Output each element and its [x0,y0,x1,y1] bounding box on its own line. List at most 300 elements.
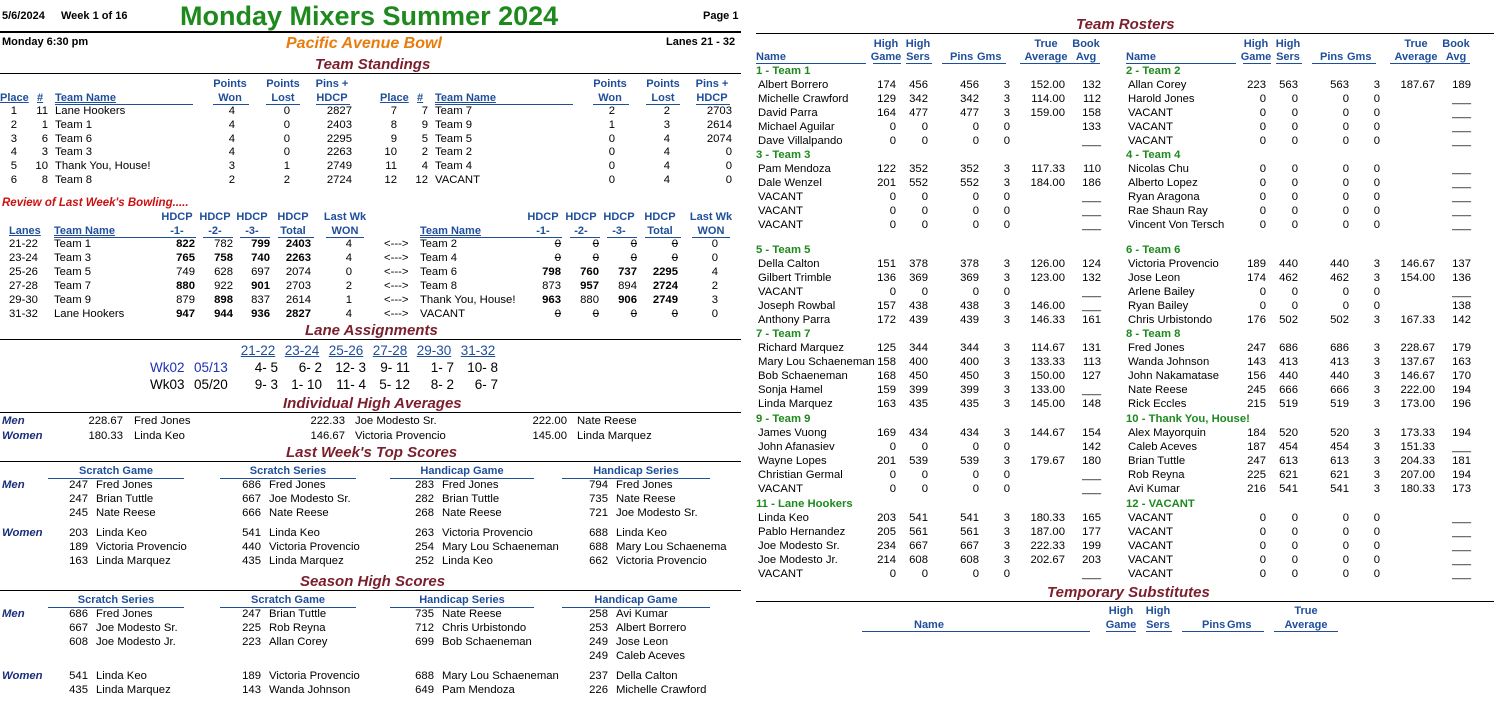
review-team-left: Team 7 [54,279,92,292]
standing-place: 4 [10,146,17,159]
lane-pair-header: 23-24 [284,343,320,358]
roster-high-series: 686 [1279,342,1298,354]
roster-true-average: 150.00 [1030,370,1065,382]
col-header: Game [1105,619,1137,631]
roster-high-game: 174 [1247,272,1266,284]
lane-pair-header: 27-28 [372,343,408,358]
roster-pins: 0 [1342,300,1349,312]
standing-points-lost: 4 [663,174,670,186]
roster-high-game: 0 [1259,107,1266,119]
roster-high-game: 163 [877,398,896,410]
roster-high-series: 477 [909,107,928,119]
review-score-left: 898 [214,293,233,306]
roster-book-average: ___ [1082,568,1101,580]
review-lanes: 21-22 [9,238,38,250]
col-header: Last Wk [323,211,367,223]
bowler-name: Victoria Provencio [96,541,187,553]
roster-book-average: 110 [1082,163,1101,175]
standing-team-name: VACANT [435,174,480,186]
bowler-name: Joe Modesto Jr. [96,636,176,648]
standing-team-name: Team 6 [55,132,93,145]
roster-true-average: 187.67 [1400,79,1435,91]
roster-games: 3 [1003,356,1010,368]
review-vs-arrow: <---> [384,238,409,250]
roster-book-average: ___ [1082,219,1101,231]
col-header: True [1294,605,1318,617]
roster-high-game: 0 [1259,135,1266,147]
review-score-right: 0 [671,238,678,250]
roster-high-series: 438 [909,300,928,312]
roster-high-series: 0 [1291,191,1298,203]
bowler-name: Mary Lou Schaenema [616,541,727,553]
score-value: 163 [69,555,88,567]
roster-games: 3 [1373,342,1380,354]
roster-book-average: 136 [1452,272,1471,284]
standings-title: Team Standings [315,56,431,73]
col-header-team: Team Name [54,225,115,237]
roster-high-game: 129 [877,93,896,105]
col-header: HDCP [603,211,635,223]
roster-high-game: 215 [1247,398,1266,410]
roster-high-series: 344 [909,342,928,354]
roster-bowler-name: Jose Leon [1128,272,1181,284]
roster-games: 3 [1373,272,1380,284]
standing-points-lost: 4 [663,160,670,173]
roster-high-game: 0 [889,286,896,298]
standing-points-won: 1 [608,118,615,131]
roster-high-game: 172 [877,314,896,326]
matchup: 4- 5 [254,360,278,375]
roster-pins: 686 [1330,342,1349,354]
roster-high-series: 342 [909,93,928,105]
team-roster-title: 7 - Team 7 [756,328,811,340]
roster-games: 3 [1373,258,1380,270]
score-value: 649 [415,684,434,696]
roster-pins: 0 [972,286,979,298]
roster-games: 3 [1003,314,1010,326]
bowler-name: Fred Jones [269,479,326,491]
score-value: 143 [242,684,261,696]
roster-high-game: 0 [889,568,896,580]
score-value: 249 [589,650,608,662]
standing-points-lost: 4 [663,132,670,145]
review-won-left: 4 [345,238,352,250]
roster-true-average: 146.67 [1400,258,1435,270]
roster-bowler-name: Wanda Johnson [1128,356,1210,368]
roster-book-average: ___ [1452,540,1471,552]
standing-points-won: 3 [228,160,235,173]
roster-high-series: 0 [1291,205,1298,217]
underline-rule [1072,63,1100,64]
roster-high-series: 666 [1279,384,1298,396]
matchup: 12- 3 [335,360,366,375]
roster-high-series: 435 [909,398,928,410]
bowler-name: Nate Reese [442,608,502,620]
review-score-left: 2614 [285,293,311,306]
review-team-left: Team 1 [54,238,92,250]
score-value: 440 [242,541,261,553]
score-value: 252 [415,555,434,567]
review-won-right: 3 [711,293,718,306]
roster-games: 3 [1003,107,1010,119]
roster-pins: 0 [972,483,979,495]
roster-book-average: 186 [1082,177,1101,189]
roster-pins: 0 [972,135,979,147]
bowler-name: Linda Keo [442,555,493,567]
roster-book-average: 199 [1082,540,1101,552]
roster-high-series: 0 [1291,526,1298,538]
score-value: 225 [242,622,261,634]
roster-high-game: 0 [889,135,896,147]
roster-bowler-name: Michael Aguilar [758,121,835,133]
roster-high-game: 0 [1259,286,1266,298]
col-header: Points [593,78,627,90]
review-won-left: 1 [345,293,352,306]
review-score-left: 2827 [285,307,311,320]
roster-games: 3 [1003,540,1010,552]
average-value: 145.00 [532,430,567,442]
roster-bowler-name: Joseph Rowbal [758,300,836,312]
col-header-num: # [417,92,424,104]
review-score-left: 837 [251,293,270,306]
roster-high-series: 0 [921,135,928,147]
roster-true-average: 152.00 [1030,79,1065,91]
roster-pins: 0 [972,121,979,133]
score-category-header: Handicap Series [593,465,679,477]
score-value: 541 [242,527,261,539]
review-score-left: 628 [214,265,233,278]
review-score-right: 2724 [652,279,678,292]
roster-pins: 439 [960,314,979,326]
roster-book-average: 138 [1452,300,1471,312]
standing-place: 1 [10,105,17,117]
standing-place: 6 [10,174,17,186]
page-number: Page 1 [703,10,739,22]
review-score-right: 0 [554,307,561,320]
roster-bowler-name: Linda Keo [758,512,809,524]
week-date: 05/13 [194,360,228,375]
review-won-left: 0 [345,265,352,278]
roster-pins: 519 [1330,398,1349,410]
standing-team-name: Team 2 [435,146,473,159]
review-vs-arrow: <---> [384,265,409,278]
roster-high-game: 205 [877,526,896,538]
roster-high-game: 0 [889,219,896,231]
roster-book-average: 163 [1452,356,1471,368]
col-header: -3- [245,225,259,237]
roster-bowler-name: Alex Mayorquin [1128,427,1206,439]
roster-book-average: 142 [1452,314,1471,326]
roster-high-game: 0 [1259,554,1266,566]
col-header-num: # [37,92,44,104]
roster-book-average: 181 [1452,455,1471,467]
bowler-name: Bob Schaeneman [442,636,532,648]
standing-pins: 2827 [326,105,352,117]
roster-high-game: 0 [1259,121,1266,133]
bowler-name: Fred Jones [616,479,673,491]
roster-high-game: 0 [1259,568,1266,580]
roster-high-game: 0 [889,483,896,495]
roster-high-series: 541 [1279,483,1298,495]
roster-high-game: 125 [877,342,896,354]
review-lanes: 29-30 [9,293,38,306]
roster-high-game: 214 [877,554,896,566]
roster-pins: 0 [1342,163,1349,175]
standing-place: 5 [10,160,17,173]
roster-bowler-name: Richard Marquez [758,342,845,354]
standing-pins: 2749 [326,160,352,173]
roster-bowler-name: Chris Urbistondo [1128,314,1213,326]
standing-points-won: 4 [228,105,235,117]
roster-book-average: 133 [1082,121,1101,133]
score-value: 189 [242,670,261,682]
standing-points-lost: 0 [283,146,290,159]
roster-bowler-name: Ryan Bailey [1128,300,1189,312]
roster-bowler-name: Vincent Von Tersch [1128,219,1225,231]
lane-pair-header: 31-32 [460,343,496,358]
standing-team-name: Thank You, House! [55,160,151,173]
col-header: High [1275,38,1301,50]
roster-high-game: 189 [1247,258,1266,270]
roster-pins: 0 [972,441,979,453]
bowler-name: Brian Tuttle [269,608,327,620]
roster-pins: 667 [960,540,979,552]
roster-high-game: 187 [1247,441,1266,453]
review-team-left: Team 3 [54,251,92,264]
underline-rule [1312,63,1376,64]
score-value: 666 [242,507,261,519]
standing-points-lost: 1 [283,160,290,173]
bowler-name: Brian Tuttle [442,493,500,505]
roster-book-average: ___ [1452,441,1471,453]
col-header-pins: Pins [1320,51,1344,63]
roster-pins: 450 [960,370,979,382]
col-header: HDCP [696,92,728,104]
col-header-place: Place [0,92,29,104]
roster-games: 3 [1003,554,1010,566]
roster-games: 3 [1373,469,1380,481]
standing-team-name: Team 7 [435,105,473,117]
bowler-name: Mary Lou Schaeneman [442,541,559,553]
roster-true-average: 222.33 [1030,540,1065,552]
review-score-left: 782 [214,238,233,250]
roster-games: 3 [1003,79,1010,91]
roster-bowler-name: Dale Wenzel [758,177,822,189]
col-header-name: Name [914,619,944,631]
standing-team-number: 10 [35,160,48,173]
top-scores-title: Last Week's Top Scores [286,444,458,461]
roster-games: 3 [1373,384,1380,396]
review-lanes: 25-26 [9,265,38,278]
col-header: Sers [1276,51,1300,63]
col-header: Won [218,92,242,104]
review-lanes: 23-24 [9,251,38,264]
roster-high-game: 0 [1259,540,1266,552]
roster-high-game: 0 [889,205,896,217]
roster-pins: 0 [1342,526,1349,538]
underline-rule [1274,631,1338,632]
week-date: 05/20 [194,376,228,392]
bowler-name: Nate Reese [442,507,502,519]
review-score-left: 2263 [285,251,311,264]
matchup: 1- 7 [430,360,454,375]
bowler-name: Wanda Johnson [269,684,351,696]
roster-book-average: 132 [1082,79,1101,91]
standing-points-won: 4 [228,146,235,159]
score-category-header: Scratch Game [251,594,325,606]
bowler-name: Victoria Provencio [442,527,533,539]
team-roster-title: 8 - Team 8 [1126,328,1181,340]
review-score-left: 2403 [285,238,311,250]
review-score-left: 880 [176,279,195,292]
roster-high-series: 0 [1291,121,1298,133]
roster-bowler-name: Fred Jones [1128,342,1185,354]
review-team-right: Team 2 [420,238,458,250]
matchup: 9- 11 [380,360,410,375]
roster-high-game: 0 [1259,512,1266,524]
roster-book-average: 142 [1082,441,1101,453]
col-header: Avg [1445,51,1467,63]
review-score-right: 0 [671,251,678,264]
col-header-pins: Pins [950,51,974,63]
roster-games: 3 [1373,356,1380,368]
col-header-name: Name [1126,51,1156,63]
bowler-name: Victoria Provencio [269,541,360,553]
standing-team-number: 7 [421,105,428,117]
col-header: -1- [170,225,184,237]
review-team-left: Team 5 [54,265,92,278]
roster-high-series: 0 [921,469,928,481]
roster-high-series: 456 [909,79,928,91]
roster-true-average: 187.00 [1030,526,1065,538]
review-score-right: 760 [580,265,599,278]
roster-games: 3 [1003,455,1010,467]
roster-pins: 0 [972,568,979,580]
matchup: 9- 3 [254,376,278,392]
roster-book-average: 189 [1452,79,1471,91]
score-value: 254 [415,541,434,553]
men-label: Men [2,479,25,491]
roster-bowler-name: Nicolas Chu [1128,163,1189,175]
roster-book-average: 154 [1082,427,1101,439]
standing-points-won: 4 [228,132,235,145]
roster-pins: 0 [1342,512,1349,524]
review-team-left: Lane Hookers [54,307,125,320]
roster-high-game: 225 [1247,469,1266,481]
roster-book-average: 194 [1452,427,1471,439]
score-category-header: Handicap Game [420,465,504,477]
roster-book-average: ___ [1452,512,1471,524]
score-value: 662 [589,555,608,567]
standing-team-number: 4 [421,160,428,173]
review-score-left: 740 [251,251,270,264]
score-category-header: Scratch Series [249,465,327,477]
roster-true-average: 207.00 [1400,469,1435,481]
roster-true-average: 146.00 [1030,300,1065,312]
day-time: Monday 6:30 pm [2,36,89,48]
bowler-name: Linda Keo [96,670,147,682]
roster-high-game: 151 [877,258,896,270]
standing-team-number: 8 [41,174,48,186]
roster-pins: 608 [960,554,979,566]
roster-bowler-name: Mary Lou Schaeneman [758,356,875,368]
roster-high-game: 169 [877,427,896,439]
underline-rule [1146,631,1172,632]
underline-rule [1020,63,1072,64]
review-score-right: 894 [618,279,637,292]
bowler-name: Allan Corey [269,636,328,648]
review-score-right: 0 [554,251,561,264]
roster-high-series: 0 [921,191,928,203]
roster-bowler-name: Joe Modesto Sr. [758,540,840,552]
report-date: 5/6/2024 [2,10,45,22]
underline-rule [873,63,901,64]
bowler-name: Nate Reese [616,493,676,505]
roster-games: 3 [1003,177,1010,189]
col-header: HDCP [277,211,309,223]
standing-place: 11 [385,160,397,173]
roster-book-average: ___ [1082,205,1101,217]
underline-rule [862,631,1090,632]
score-value: 253 [589,622,608,634]
score-value: 245 [69,507,88,519]
score-value: 435 [242,555,261,567]
col-header: Won [598,92,622,104]
review-won-right: 0 [711,251,718,264]
roster-book-average: ___ [1082,384,1101,396]
roster-bowler-name: Albert Borrero [758,79,829,91]
roster-bowler-name: James Vuong [758,427,827,439]
review-score-right: 2295 [652,265,678,278]
roster-bowler-name: Pam Mendoza [758,163,831,175]
lanes-range: Lanes 21 - 32 [666,36,736,48]
roster-bowler-name: VACANT [1128,121,1173,133]
review-team-right: Team 4 [420,251,458,264]
review-won-right: 4 [711,265,718,278]
review-vs-arrow: <---> [384,307,409,320]
score-value: 686 [69,608,88,620]
bowler-name: Nate Reese [96,507,156,519]
bowler-name: Jose Leon [616,636,669,648]
score-value: 237 [589,670,608,682]
roster-games: 0 [1373,205,1380,217]
roster-games: 3 [1003,258,1010,270]
bowler-name: Linda Keo [616,527,667,539]
roster-games: 0 [1003,286,1010,298]
score-value: 247 [242,608,261,620]
average-value: 228.67 [88,415,123,427]
standing-points-lost: 0 [283,118,290,131]
roster-book-average: 131 [1082,342,1101,354]
bowler-name: Linda Marquez [96,684,171,696]
roster-bowler-name: VACANT [1128,135,1173,147]
roster-true-average: 117.33 [1031,163,1065,175]
roster-high-game: 247 [1247,342,1266,354]
col-header-pins: Pins [1202,619,1226,631]
roster-pins: 541 [960,512,979,524]
bowler-name: Michelle Crawford [616,684,707,696]
col-header: -2- [208,225,222,237]
roster-book-average: 113 [1082,356,1101,368]
bowler-name: Joe Modesto Sr. [96,622,178,634]
roster-high-game: 0 [1259,205,1266,217]
review-score-right: 0 [592,251,599,264]
lane-assignments-title: Lane Assignments [305,322,438,339]
score-value: 435 [69,684,88,696]
col-header-team: Team Name [435,92,496,104]
standing-team-number: 9 [421,118,428,131]
roster-high-game: 223 [1247,79,1266,91]
